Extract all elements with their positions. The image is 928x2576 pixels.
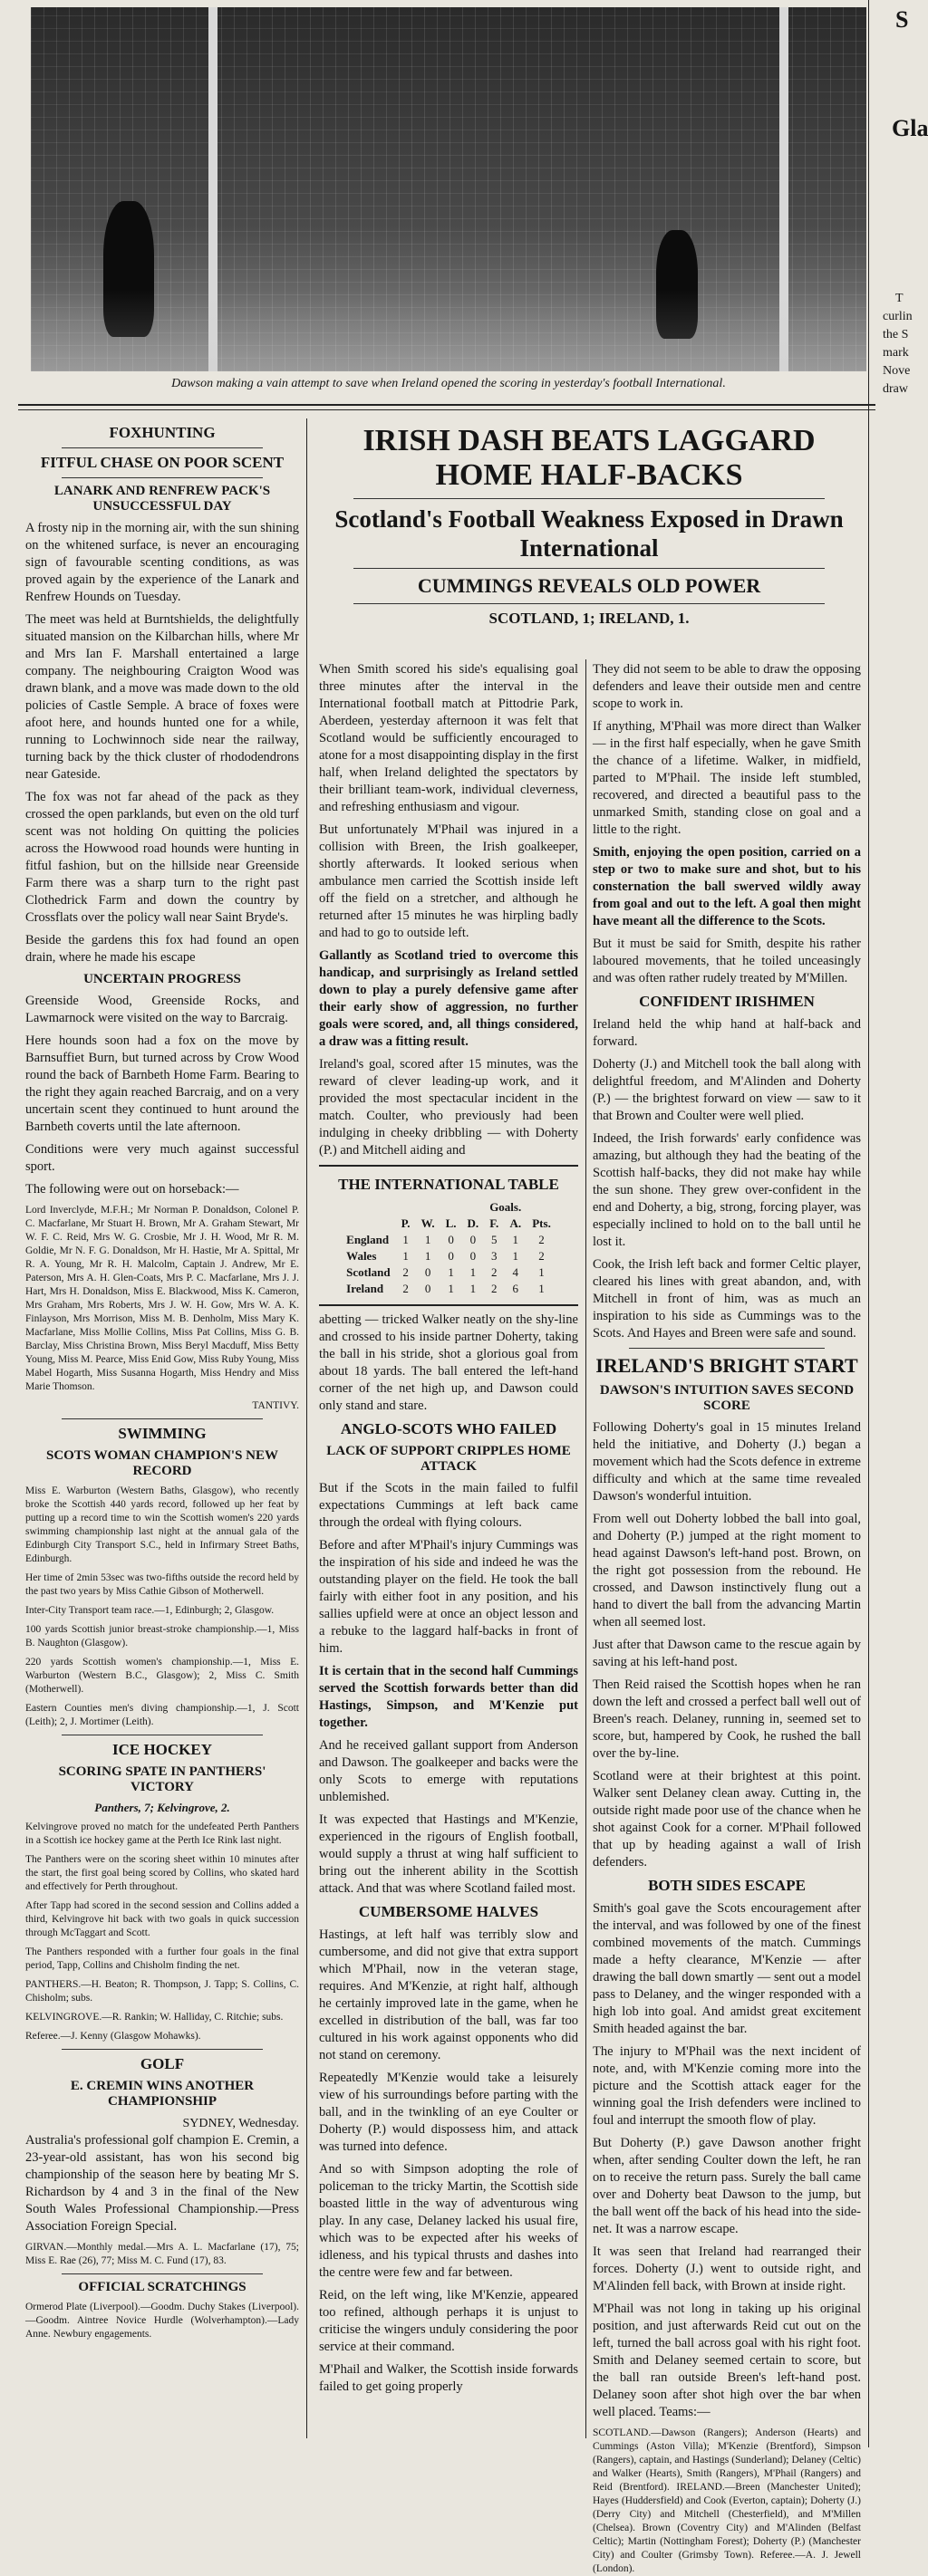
paragraph: Hastings, at left half was terribly slow and cumbersome, and did not give that extra support which M'Phail, now in the veteran stage, requires. And M'Kenzie, at right half, although he certainly improved late in the game, when he excelled in distribution of the ball, was far too cultured in his work against opponents who did not stand on ceremony. <box>319 1927 578 2062</box>
official-headline: OFFICIAL SCRATCHINGS <box>78 2280 246 2294</box>
paragraph: Beside the gardens this fox had found an open drain, where he made his escape <box>25 933 299 965</box>
table-cell: 2 <box>538 1249 545 1263</box>
team-lineups: SCOTLAND.—Dawson (Rangers); Anderson (Hearts) and Cummings (Aston Villa); M'Kenzie (Brentford), Simpson (Rangers), captain, and Hastings (Sunderland); Delaney (Celtic) and Walker (Hearts), Smith (Rangers), M'Phail (Rangers) and Reid (Brentford). IRELAND.—Breen (Manchester United); Hayes (Huddersfield) and Cook (Everton, captain); Doherty (J.) (Derry City) and Mitchell (Chesterfield), and M'Millen (Chelsea). Brown (Coventry City) and M'Alinden (Belfast Celtic); Martin (Nottingham Forest); Doherty (P.) (Manchester City) and Coulter (Grimsby Town). Referee.—A. J. Jewell (London). <box>593 2427 861 2574</box>
paragraph: The meet was held at Burntshields, the delightfully situated mansion on the Kilbarchan hills, where Mr and Mrs Ian F. Marshall entertained a large company. The neighbouring Craigton Wood was drawn blank, and a move was made down to the old policies of Castle Semple. A brace of foxes were afoot here, and hounds hunted one for a while, running to Lochwinnoch side near the railway, turning back by the thick cluster of rhododendrons near Gateside. <box>25 612 299 782</box>
swimming-section-label: SWIMMING <box>118 1425 207 1442</box>
paragraph: Following Doherty's goal in 15 minutes Ireland held the initiative, and Doherty (J.) began a movement which had the Scots defence in extreme difficulty and which at the same time revealed Dawson's wonderful intuition. <box>593 1420 861 1504</box>
paragraph: Indeed, the Irish forwards' early confidence was amazing, but although they had the beating of the Scottish half-backs, they did not make hay while the sun shone. They grew over-confident in the end and Doherty, a big, strong, forcing player, was especially inclined to hold on to the ball until he lost it. <box>593 1131 861 1249</box>
paragraph: And he received gallant support from Anderson and Dawson. The goalkeeper and backs were the only Scots to emerge with reputations unblemished. <box>319 1738 578 1804</box>
divider <box>353 498 825 499</box>
main-subheadline: Scotland's Football Weakness Exposed in Drawn International <box>334 505 844 562</box>
paragraph: GIRVAN.—Monthly medal.—Mrs A. L. Macfarlane (17), 75; Miss E. Rae (26), 77; Miss M. C. Fund (17), 83. <box>25 2242 299 2266</box>
paragraph: The Panthers were on the scoring sheet within 10 minutes after the start, the first goal being scored by Collins, who skated hard and effectively for Perth throughout. <box>25 1854 299 1892</box>
main-column-a <box>319 661 578 2442</box>
paragraph: KELVINGROVE.—R. Rankin; W. Halliday, C. Ritchie; subs. <box>25 2012 284 2023</box>
paragraph: The injury to M'Phail was the next incident of note, and, with M'Kenzie coming more into the picture and the Scottish attack eager for the winning goal the Irish defenders were inclined to foul and interrupt the smooth flow of play. <box>593 2044 861 2128</box>
paragraph: And so with Simpson adopting the role of policeman to the tricky Martin, the Scottish side boasted little in the way of adventurous wing play. In any case, Delaney lacked his usual fire, which was to be expected after his weeks of idleness, and his typical thrusts and dashes into the centre were few and far between. <box>319 2162 578 2280</box>
paragraph: Smith, enjoying the open position, carried on a step or two to make sure and shot, but to his consternation the ball swerved wildly away from goal and out to the left. A goal then might have meant all the difference to the Scots. <box>593 845 861 928</box>
foxhunting-subhead: LANARK AND RENFREW PACK'S UNSUCCESSFUL DAY <box>53 484 271 514</box>
paragraph: abetting — tricked Walker neatly on the shy-line and crossed to his inside partner Doherty, taking the ball in his stride, shot a glorious goal from about 18 yards. The ball entered the left-hand corner of the net high up, and Dawson could only stand and stare. <box>319 1312 578 1413</box>
paragraph: Smith's goal gave the Scots encouragement after the interval, and was followed by one of the finest combined movements of the match. Cummings made a hefty clearance, M'Kenzie — after drawing the ball down smartly — sent out a model pass to Delaney, and the winger responded with a high lob into goal. And amidst great excitement Smith headed against the bar. <box>593 1901 861 2036</box>
byline: TANTIVY. <box>252 1400 299 1411</box>
paragraph: The Panthers responded with a further four goals in the final period, Tapp, Collins and Chisholm finding the net. <box>25 1946 299 1971</box>
paragraph: 100 yards Scottish junior breast-stroke championship.—1, Miss B. Naughton (Glasgow). <box>25 1624 299 1648</box>
paragraph: It was expected that Hastings and M'Kenzie, experienced in the rigours of English football, would supply a thrust at wing half sufficient to bring out the inherent ability in the Scottish attack. And that was where Scotland failed most. <box>319 1812 578 1896</box>
top-rule <box>18 404 875 406</box>
column-rule-right <box>868 0 869 2447</box>
table-row <box>341 1248 556 1264</box>
paragraph: Greenside Wood, Greenside Rocks, and Lawmarnock were visited on the way to Barcraig. <box>25 994 299 1025</box>
table-header-cell: F. <box>489 1216 499 1230</box>
left-column <box>25 418 299 2442</box>
table-cell: 1 <box>448 1265 454 1279</box>
foxhunting-headline: FITFUL CHASE ON POOR SCENT <box>40 454 285 471</box>
paragraph: Lord Inverclyde, M.F.H.; Mr Norman P. Donaldson, Colonel P. C. Macfarlane, Mr Stuart H. Brown, Mr A. Graham Stewart, Mr W. F. C. Reid, Mrs W. G. Crosbie, Mr J. H. Wood, Mr R. M. Goldie, Mr N. F. G. Donaldson, Mr H. Hastie, Mr A. Spittal, Mr R. A. Young, Mr R. H. Malcolm, Captain J. Andrew, Mr E. Paterson, Mrs A. H. Glen-Coats, Mrs P. C. Macfarlane, Mrs J. J. Hart, Mrs H. Donaldson, Miss E. Blackwood, Miss K. Cameron, Mrs Graham, Mrs Roberts, Mrs J. W. H. Gow, Mrs W. A. K. Finlayson, Mrs Morrison, Miss M. B. Denholm, Miss Mary K. Macfarlane, Miss Mollie Collins, Miss Pat Collins, Miss G. B. Barclay, Miss Christina Brown, Miss Beryl Macduff, Miss Betty Young, Miss M. Pearce, Miss Enid Gow, Miss Ruby Young, Miss Mabel Hogarth, Miss Susanna Hogarth, Miss Hendry and Miss Marie Thomson. <box>25 1205 299 1392</box>
league-table-box <box>319 1165 578 1306</box>
swimming-body <box>25 1485 299 1729</box>
edge-fragment: Gla <box>892 115 928 141</box>
swimming-headline: SCOTS WOMAN CHAMPION'S NEW RECORD <box>46 1448 278 1478</box>
main-deck: CUMMINGS REVEALS OLD POWER <box>417 574 761 597</box>
table-header-cell: P. <box>401 1216 411 1230</box>
table-cell: 2 <box>402 1282 409 1295</box>
ice-hockey-score: Panthers, 7; Kelvingrove, 2. <box>94 1801 230 1814</box>
paragraph: Here hounds soon had a fox on the move by Barnsuffiet Burn, but turned across by Crow Wood round the back of Barnbeth Home Farm. Bearing to the right they again reached Barcraig, and on a very uncertain scent they continued to hunt around the Barnbeth coverts until the late afternoon. <box>25 1033 299 1134</box>
paragraph: A frosty nip in the morning air, with the sun shining on the whitened surface, is never an encouraging sign of favourable scenting conditions, as was proved again by the experience of the Lanark and Renfrew Hounds on Tuesday. <box>25 521 299 604</box>
main-column-b <box>593 661 861 2574</box>
main-headline-block <box>317 418 861 654</box>
table-cell: 1 <box>469 1282 477 1295</box>
foxhunting-body <box>25 520 299 966</box>
paragraph: Doherty (J.) and Mitchell took the ball along with delightful freedom, and M'Alinden and Doherty (P.) — the brightest forward on view — saw to it that Brown and Coulter were well plied. <box>593 1057 861 1123</box>
cropped-right-column <box>875 0 927 2447</box>
table-cell: 1 <box>402 1233 409 1246</box>
paragraph: M'Phail was not long in taking up his original position, and just afterwards Reid cut out on the left, turned the ball across goal with his right foot. Smith and Delaney seemed certain to score, but the ball ran outside Breen's left-hand post. Delaney soon after shot high over the bar when well placed. Teams:— <box>593 2302 861 2419</box>
paragraph: Eastern Counties men's diving championship.—1, J. Scott (Leith); 2, J. Mortimer (Leith). <box>25 1703 299 1727</box>
golf-headline: E. CREMIN WINS ANOTHER CHAMPIONSHIP <box>70 2079 255 2109</box>
table-cell: 1 <box>469 1265 477 1279</box>
edge-fragment: Nove <box>883 364 911 378</box>
paragraph: If anything, M'Phail was more direct than Walker — in the first half especially, when he gave Smith the chance of a lifetime. Walker, in midfield, parted to M'Phail. The inside left stumbled, recovered, and directed a beautiful pass to the unmarked Smith, standing close on goal and a little to the right. <box>593 719 861 837</box>
bright-start-subhead-2: DAWSON'S INTUITION SAVES SECOND SCORE <box>599 1383 855 1413</box>
cumbersome-subhead: CUMBERSOME HALVES <box>358 1903 539 1920</box>
golf-dateline: SYDNEY, Wednesday. <box>182 2117 299 2130</box>
paragraph: Australia's professional golf champion E. Cremin, a 23-year-old assistant, has won his second big championship of the season here by beating Mr S. Richardson by 4 and 3 in the final of the New South Wales Professional Championship.—Press Association Foreign Special. <box>25 2133 299 2234</box>
paragraph: The fox was not far ahead of the pack as they crossed the open parklands, but even on the old turf scent was not holding On quitting the policies across the Howwood road hounds were hunting in fitful fashion, but on the hillside near Greenside Farm there was a sharp turn to the right past Clothedrick Farm and down the country by Crossflats over the policy wall near Saint Bryde's. <box>25 790 299 925</box>
table-cell: 2 <box>491 1265 498 1279</box>
paragraph: Ireland held the whip hand at half-back and forward. <box>593 1017 861 1049</box>
table-cell: 1 <box>538 1282 545 1295</box>
divider <box>62 1418 263 1419</box>
photo-caption: Dawson making a vain attempt to save when Ireland opened the scoring in yesterday's football International. <box>171 377 726 390</box>
football-photo <box>31 7 866 371</box>
paragraph: Kelvingrove proved no match for the undefeated Perth Panthers in a Scottish ice hockey game at the Perth Ice Rink last night. <box>25 1821 299 1846</box>
confident-irishmen-subhead: CONFIDENT IRISHMEN <box>639 993 815 1010</box>
league-table-goals-row <box>341 1199 556 1216</box>
paragraph: It is certain that in the second half Cummings served the Scottish forwards better than did Hastings, Simpson, and M'Kenzie put together. <box>319 1664 578 1730</box>
foxhunting-subhead-2: UNCERTAIN PROGRESS <box>83 972 241 986</box>
table-cell: Scotland <box>346 1265 391 1279</box>
table-cell: 4 <box>512 1265 519 1279</box>
crowd-foreground <box>31 290 866 371</box>
table-cell: 1 <box>424 1249 431 1263</box>
table-cell: England <box>346 1233 390 1246</box>
paragraph: Ormerod Plate (Liverpool).—Goodm. Duchy Stakes (Liverpool).—Goodm. Aintree Novice Hurdle (Wolverhampton).—Lady Anne. Newbury engagements. <box>25 2302 299 2340</box>
table-cell: 0 <box>424 1282 431 1295</box>
paragraph: PANTHERS.—H. Beaton; R. Thompson, J. Tapp; S. Collins, C. Chisholm; subs. <box>25 1979 299 2004</box>
table-header-cell: W. <box>420 1216 435 1230</box>
table-row <box>341 1232 556 1248</box>
main-headline: IRISH DASH BEATS LAGGARD HOME HALF-BACKS <box>362 424 816 492</box>
table-cell: 0 <box>469 1233 477 1246</box>
edge-fragment: draw <box>883 382 908 396</box>
table-cell: 5 <box>491 1233 498 1246</box>
divider <box>629 1348 825 1349</box>
edge-fragment: curlin <box>883 310 913 323</box>
paragraph: After Tapp had scored in the second session and Collins added a third, Kelvingrove hit back with two goals in quick succession through McTaggart and Scott. <box>25 1900 299 1938</box>
top-rule-thin <box>18 409 875 410</box>
paragraph: Inter-City Transport team race.—1, Edinburgh; 2, Glasgow. <box>25 1605 275 1616</box>
ice-hockey-headline: SCORING SPATE IN PANTHERS' VICTORY <box>58 1764 266 1794</box>
table-header-cell: A. <box>509 1216 522 1230</box>
paragraph: Ireland's goal, scored after 15 minutes, was the reward of clever leading-up work, and it provided the most spectacular incident in the match. Coulter, who previously had been indulging in cheeky dribbling — with Doherty (P.) and Mitchell aiding and <box>319 1057 578 1158</box>
golf-body <box>25 2132 299 2268</box>
paragraph: Her time of 2min 53sec was two-fifths outside the record held by the past two years by Miss Cathie Gibson of Motherwell. <box>25 1572 299 1597</box>
paragraph: But unfortunately M'Phail was injured in a collision with Breen, the Irish goalkeeper, shortly afterwards. It looked serious when ambulance men carried the Scottish inside left off the field on a stretcher, and although he returned after 15 minutes he was hirpling badly and had to go to outside left. <box>319 822 578 940</box>
table-cell: 6 <box>512 1282 519 1295</box>
paragraph: Repeatedly M'Kenzie would take a leisurely view of his surroundings before parting with the ball, and in the twinkling of an eye Coulter or Doherty (P.) would dispossess him, and attack was turned into defence. <box>319 2071 578 2154</box>
divider <box>62 2049 263 2050</box>
match-score: SCOTLAND, 1; IRELAND, 1. <box>488 610 690 627</box>
table-cell: 2 <box>491 1282 498 1295</box>
paragraph: From well out Doherty lobbed the ball into goal, and Doherty (P.) jumped at the right moment to head against Dawson's left-hand post. Brown, on the right got possession from the rebound. He crossed, and Dawson instinctively flung out a hand to divert the ball from the advancing Martin when all seemed lost. <box>593 1512 861 1629</box>
paragraph: But it must be said for Smith, despite his rather laboured movements, that he toiled unceasingly and was often rather rudely treated by M'Millen. <box>593 937 861 985</box>
paragraph: Reid, on the left wing, like M'Kenzie, appeared too refined, although perhaps it is unjust to criticise the wingers unduly considering the poor service at their command. <box>319 2288 578 2354</box>
official-body <box>25 2301 299 2341</box>
table-cell: 3 <box>491 1249 498 1263</box>
paragraph: M'Phail and Walker, the Scottish inside forwards failed to get going properly <box>319 2362 578 2394</box>
bright-start-subhead: IRELAND'S BRIGHT START <box>595 1354 858 1377</box>
paragraph: Miss E. Warburton (Western Baths, Glasgow), who recently broke the Scottish 440 yards record, followed up her feat by putting up a record time to win the Scottish women's 220 yards swimming championship last night at the annual gala of the Edinburgh City Transport S.C., held in Infirmary Street Baths, Edinburgh. <box>25 1485 299 1564</box>
paragraph: Referee.—J. Kenny (Glasgow Mohawks). <box>25 2031 201 2042</box>
paragraph: The following were out on horseback:— <box>25 1182 239 1197</box>
paragraph: They did not seem to be able to draw the opposing defenders and leave their outside men and centre scope to work in. <box>593 662 861 711</box>
table-cell: 2 <box>538 1233 545 1246</box>
foxhunting-section-label: FOXHUNTING <box>109 424 216 441</box>
divider <box>62 2273 263 2274</box>
table-cell: 0 <box>448 1249 454 1263</box>
paragraph: Conditions were very much against successful sport. <box>25 1142 299 1174</box>
golf-section-label: GOLF <box>140 2055 185 2072</box>
anglo-scots-subhead: ANGLO-SCOTS WHO FAILED <box>340 1420 557 1437</box>
table-cell: 1 <box>424 1233 431 1246</box>
paragraph: But if the Scots in the main failed to fulfil expectations Cummings at left back came through the ordeal with flying colours. <box>319 1481 578 1530</box>
edge-fragment: the S <box>883 328 909 341</box>
edge-fragment: mark <box>883 346 909 360</box>
table-cell: Ireland <box>346 1282 384 1295</box>
divider <box>353 603 825 604</box>
table-cell: 1 <box>512 1233 519 1246</box>
table-cell: 0 <box>448 1233 454 1246</box>
paragraph: Cook, the Irish left back and former Celtic player, cleared his lines with great abandon, and, with Mitchell in front of him, was as much an inspiration to his side as Cummings was to the Scots. And Hayes and Breen were safe and sound. <box>593 1257 861 1341</box>
table-cell: 0 <box>424 1265 431 1279</box>
table-header-cell: Pts. <box>532 1216 551 1230</box>
table-cell: 1 <box>512 1249 519 1263</box>
table-cell: 1 <box>402 1249 409 1263</box>
league-table <box>341 1199 556 1297</box>
both-sides-escape-subhead: BOTH SIDES ESCAPE <box>648 1877 806 1894</box>
table-cell: Wales <box>346 1249 377 1263</box>
paragraph: 220 yards Scottish women's championship.—1, Miss E. Warburton (Western B.C., Glasgow); 2, Miss C. Smith (Motherwell). <box>25 1657 299 1695</box>
table-row <box>341 1281 556 1297</box>
table-header-cell: L. <box>445 1216 457 1230</box>
table-row <box>341 1264 556 1281</box>
column-rule-2 <box>585 659 586 2438</box>
table-cell: 0 <box>469 1249 477 1263</box>
paragraph: When Smith scored his side's equalising goal three minutes after the interval in the International football match at Pittodrie Park, Aberdeen, yesterday afternoon it was felt that Scotland would be sufficiently encouraged to atone for a most disappointing display in the first half, when Ireland delighted the spectators by their brilliant team-work, individual cleverness, and refreshing enthusiasm and vigour. <box>319 662 578 814</box>
table-cell: 1 <box>538 1265 545 1279</box>
paragraph: Scotland were at their brightest at this point. Walker sent Delaney clean away. Cutting in, the outside right made poor use of the chance when he shot against Cook for a corner. M'Phail followed that up by heading against a wall of Irish defenders. <box>593 1769 861 1870</box>
table-header-cell: D. <box>467 1216 479 1230</box>
league-table-title: THE INTERNATIONAL TABLE <box>338 1176 559 1193</box>
paragraph: But Doherty (P.) gave Dawson another fright when, after sending Coulter down the left, he ran on to receive the return pass. Surely the ball came over and Doherty beat Dawson to the jump, but the ball went off the back of his head into the side-net. It was a narrow escape. <box>593 2136 861 2236</box>
divider <box>62 447 263 448</box>
ice-hockey-body <box>25 1821 299 2043</box>
league-table-header <box>341 1216 556 1232</box>
anglo-scots-subhead-2: LACK OF SUPPORT CRIPPLES HOME ATTACK <box>326 1444 571 1474</box>
paragraph: Before and after M'Phail's injury Cummings was the inspiration of his side and indeed he was the outstanding player on the field. He took the ball fairly with either foot in any position, and his sallies upfield were at once an object lesson and a rebuke to the laggard half-backs in front of him. <box>319 1538 578 1656</box>
ice-hockey-section-label: ICE HOCKEY <box>111 1741 213 1758</box>
column-rule-1 <box>306 418 307 2438</box>
paragraph: Then Reid raised the Scottish hopes when he ran down the left and crossed a perfect ball well out of Breen's reach. Delaney, running in, seemed set to score, but, hampered by Cook, he rushed the ball over the by-line. <box>593 1677 861 1761</box>
table-cell: 1 <box>448 1282 454 1295</box>
paragraph: Gallantly as Scotland tried to overcome this handicap, and surprisingly as Ireland settled down to play a purely defensive game after their early show of aggression, no further goals were scored, and, all things considered, a draw was a fitting result. <box>319 948 578 1049</box>
divider <box>62 477 263 478</box>
table-cell: 2 <box>402 1265 409 1279</box>
edge-fragment: S <box>895 6 909 33</box>
foxhunting-body-2 <box>25 993 299 1198</box>
table-goals-label: Goals. <box>489 1200 522 1214</box>
divider <box>353 568 825 569</box>
field-list <box>25 1204 299 1413</box>
paragraph: Just after that Dawson came to the rescue again by saving at his left-hand post. <box>593 1638 861 1669</box>
edge-fragment: T <box>895 292 904 305</box>
paragraph: It was seen that Ireland had rearranged their forces. Doherty (J.) went to outside right, and M'Alinden fell back, with Brown at inside right. <box>593 2244 861 2293</box>
